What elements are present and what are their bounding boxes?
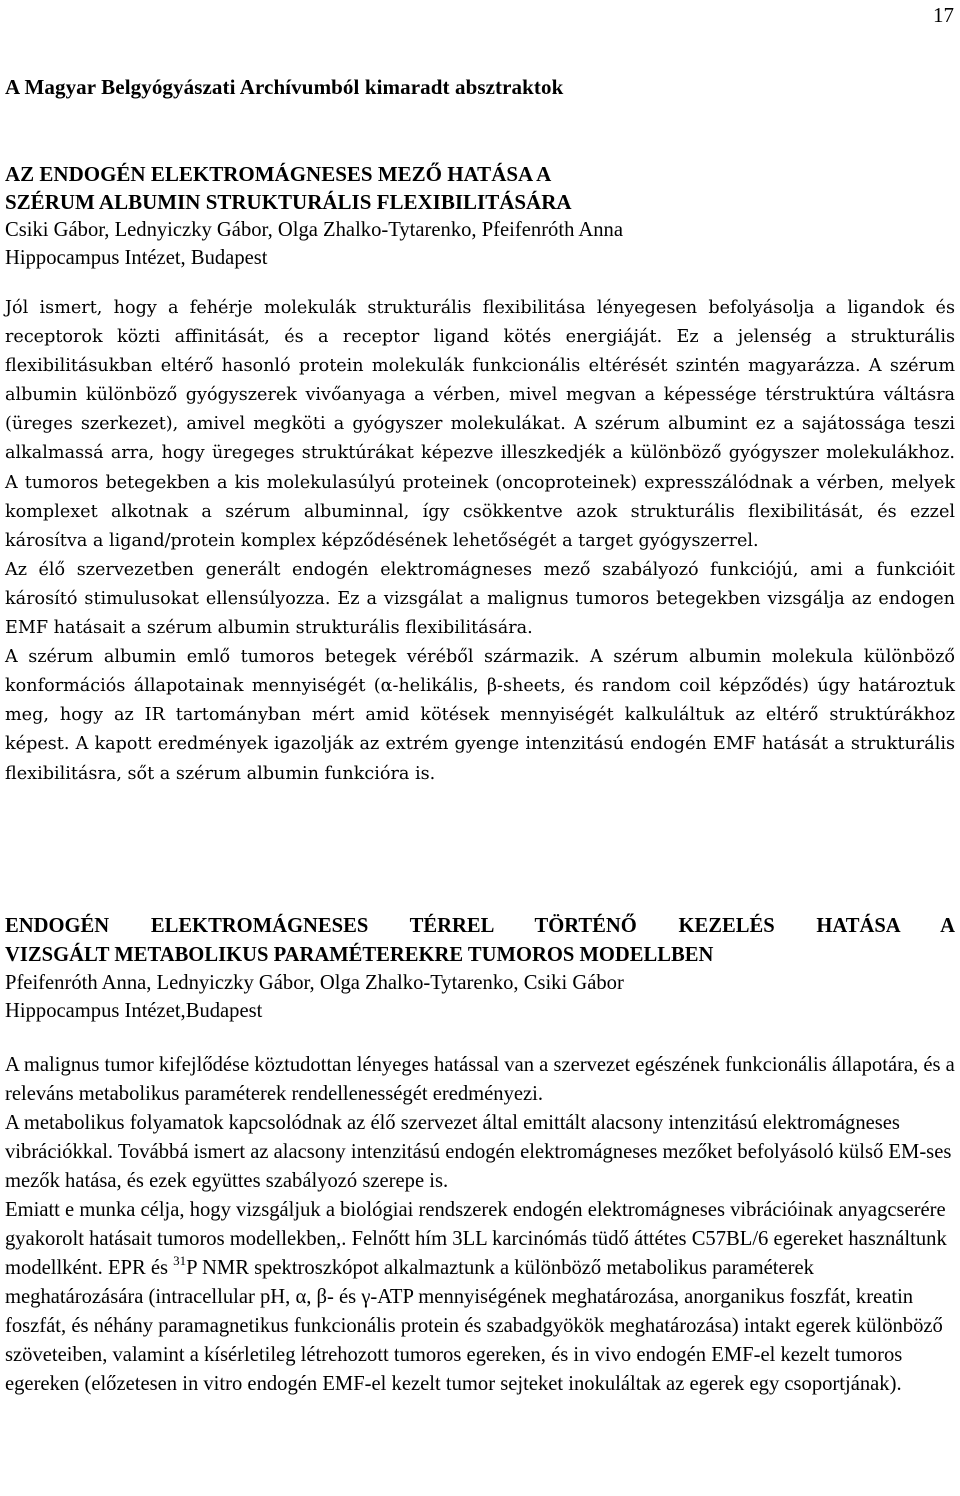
abstract-2 — [5, 912, 955, 1399]
abstract-2-paragraph-3 — [5, 1196, 955, 1399]
abstract-2-paragraph-3-part-a: Emiatt e munka célja, hogy vizsgáljuk a biológiai rendszerek endogén elektromágneses vibrációinak anyagcserére gyakorolt hatásait tumoros modellekben,. Felnőtt hím 3LL karcinómás tüdő áttétes C57BL/6 egereket használtunk modellként. EPR és — [5, 1199, 947, 1279]
abstract-1-paragraph-1: Jól ismert, hogy a fehérje molekulák strukturális flexibilitása lényegesen befolyásolja a ligandok és receptorok közti affinitását, és a receptor ligand kötés energiáját. Ez a jelenség a strukturális flexibilitásukban eltérő hasonló protein molekulák funkcionális eltérését szintén magyarázza. A szérum albumin különböző gyógyszerek vivőanyaga a vérben, mivel megvan a képessége térstruktúra váltásra (üreges szerkezet), amivel megköti a gyógyszer molekulákat. A szérum albumint ez a sajátossága teszi alkalmassá arra, hogy üregeges struktúrákat képezve illeszkedjék a különböző gyógyszer molekulákhoz. A tumoros betegekben a kis molekulasúlyú proteinek (oncoproteinek) expresszálódnak a vérben, melyek komplexet alkotnak a szérum albuminnal, így csökkentve azok strukturális flexibilitását, és ezzel károsítva a ligand/protein komplex képződésének lehetőségét a target gyógyszerrel. — [5, 298, 955, 551]
isotope-superscript: 31 — [173, 1253, 187, 1269]
abstract-2-body — [5, 1051, 955, 1399]
abstract-2-paragraph-3-part-b: P NMR spektroszkópot alkalmaztunk a különböző metabolikus paraméterek meghatározására (intracellular pH, α, β- és γ-ATP mennyiségének meghatározása, anorganikus foszfát, kreatin foszfát, és néhány paramagnetikus funkcionális protein és szabadgyökök meghatározása) intakt egerek különböző szöveteiben, valamint a kísérletileg létrehozott tumoros egereken, és in vivo endogén EMF-el kezelt tumoros egereken (előzetesen in vitro endogén EMF-el kezelt tumor sejteket inokuláltak az egerek egy csoportjának). — [5, 1257, 943, 1395]
abstract-1 — [5, 160, 955, 789]
abstract-1-authors: Csiki Gábor, Lednyiczky Gábor, Olga Zhalko-Tytarenko, Pfeifenróth Anna — [5, 219, 623, 241]
abstract-1-title — [5, 160, 955, 216]
abstract-1-title-line-1: AZ ENDOGÉN ELEKTROMÁGNESES MEZŐ HATÁSA A — [5, 162, 552, 186]
abstract-2-paragraph-1: A malignus tumor kifejlődése köztudottan lényeges hatással van a szervezet egészének funkcionális állapotára, és a releváns metabolikus paraméterek rendellenességét eredményezi. — [5, 1054, 955, 1105]
page-number: 17 — [933, 3, 954, 27]
abstract-1-title-line-2: SZÉRUM ALBUMIN STRUKTURÁLIS FLEXIBILITÁSÁRA — [5, 190, 572, 214]
abstract-2-title-line-2: VIZSGÁLT METABOLIKUS PARAMÉTEREKRE TUMOROS MODELLBEN — [5, 943, 714, 966]
abstract-2-authors: Pfeifenróth Anna, Lednyiczky Gábor, Olga Zhalko-Tytarenko, Csiki Gábor — [5, 972, 624, 994]
abstract-2-title — [5, 912, 955, 969]
abstract-1-paragraph-3: A szérum albumin emlő tumoros betegek véréből származik. A szérum albumin molekula különböző konformációs állapotainak mennyiségét (α-helikális, β-sheets, és random coil képződés) úgy határoztuk meg, hogy az IR tartományban mért amid kötések mennyiségét kalkuláltuk az eltérő struktúrákhoz képest. A kapott eredmények igazolják az extrém gyenge intenzitású endogén EMF hatását a strukturális flexibilitásra, sőt a szérum albumin funkcióra is. — [5, 647, 955, 784]
abstract-1-affiliation: Hippocampus Intézet, Budapest — [5, 247, 268, 269]
abstract-1-paragraph-2: Az élő szervezetben generált endogén elektromágneses mező szabályozó funkciójú, ami a funkcióit károsító stimulusokat ellensúlyozza. Ez a vizsgálat a malignus tumoros betegekben vizsgálja az endogen EMF hatásait a szérum albumin strukturális flexibilitására. — [5, 559, 955, 639]
section-title: A Magyar Belgyógyászati Archívumból kimaradt absztraktok — [5, 75, 564, 99]
abstract-2-title-line-1: ENDOGÉN ELEKTROMÁGNESES TÉRREL TÖRTÉNŐ KEZELÉS HATÁSA A — [5, 915, 955, 937]
abstract-2-paragraph-2: A metabolikus folyamatok kapcsolódnak az élő szervezet által emittált alacsony intenzitású elektromágneses vibrációkkal. Továbbá ismert az alacsony intenzitású endogén elektromágneses mezőket befolyásoló külső EM-ses mezők hatása, és ezek együttes szabályozó szerepe is. — [5, 1112, 952, 1192]
abstract-1-body — [5, 294, 955, 789]
abstract-2-affiliation: Hippocampus Intézet,Budapest — [5, 1000, 263, 1022]
